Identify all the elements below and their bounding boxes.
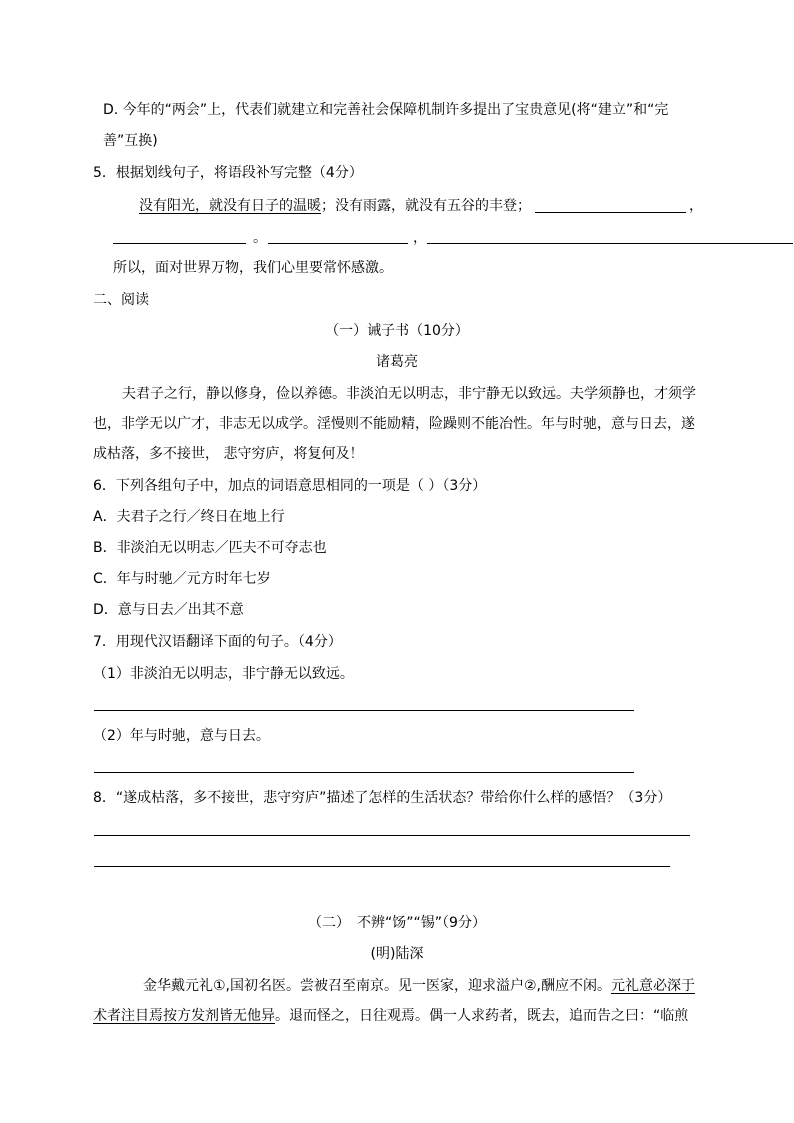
q8-title: 8．“遂成枯落，多不接世，悲守穷庐”描述了怎样的生活状态？带给你什么样的感悟？（3分） bbox=[93, 790, 672, 806]
passage-2-line-1 bbox=[143, 976, 695, 996]
q6-option-a: A．夫君子之行／终日在地上行 bbox=[93, 509, 285, 525]
answer-blank-4[interactable] bbox=[427, 243, 793, 244]
passage-2-line-2 bbox=[93, 1006, 688, 1026]
option-d-line-2: 善”互换) bbox=[103, 133, 158, 149]
q8-answer-line-1[interactable] bbox=[94, 835, 690, 836]
passage-2-underlined-start: 元礼意必深于 bbox=[611, 978, 696, 994]
q7-answer-line-2[interactable] bbox=[94, 772, 634, 773]
q7-sub-2: （2）年与时驰，意与日去。 bbox=[93, 728, 270, 744]
passage-2-title: （二） 不辨“饧”“锡”（9分） bbox=[308, 915, 486, 931]
section-reading-heading: 二、阅读 bbox=[93, 292, 149, 308]
q5-ending: 所以，面对世界万物，我们心里要常怀感激。 bbox=[113, 260, 393, 276]
passage-1-line-1: 夫君子之行，静以修身，俭以养德。非淡泊无以明志，非宁静无以致远。夫学须静也，才须学 bbox=[122, 386, 696, 402]
passage-2-underlined-end: 术者注目焉按方发剂皆无他异 bbox=[93, 1008, 275, 1024]
q5-line-1 bbox=[139, 196, 531, 216]
q5-sentence-rest: ；没有雨露，就没有五谷的丰登； bbox=[321, 198, 531, 214]
q6-option-c: C．年与时驰／元方时年七岁 bbox=[93, 571, 271, 587]
answer-blank-3[interactable] bbox=[268, 243, 408, 244]
passage-1-line-2: 也，非学无以广才，非志无以成学。淫慢则不能励精，险躁则不能冶性。年与时驰，意与日去，遂 bbox=[93, 416, 695, 432]
q5-title: 5．根据划线句子，将语段补写完整（4分） bbox=[93, 165, 363, 181]
passage-2-author: (明)陆深 bbox=[370, 946, 424, 962]
q6-title: 6．下列各组句子中，加点的词语意思相同的一项是（ ）（3分） bbox=[93, 478, 487, 494]
q7-sub-1: （1）非淡泊无以明志，非宁静无以致远。 bbox=[93, 666, 354, 682]
passage-2-line-2-text: 。退而怪之，日往观焉。偶一人求药者，既去，追而告之曰：“临煎 bbox=[275, 1008, 689, 1024]
passage-2-line-1-text: 金华戴元礼①,国初名医。尝被召至南京。见一医家，迎求溢户②,酬应不闲。 bbox=[143, 978, 612, 994]
q6-option-d: D．意与日去／出其不意 bbox=[93, 602, 244, 618]
q6-option-b: B．非淡泊无以明志／匹夫不可夺志也 bbox=[93, 540, 327, 556]
q5-period: 。 bbox=[253, 230, 267, 246]
option-d-text: D. 今年的“两会”上，代表们就建立和完善社会保障机制许多提出了宝贵意见(将“建立”和“完 bbox=[103, 102, 669, 118]
answer-blank-1[interactable] bbox=[535, 212, 686, 213]
q8-answer-line-2[interactable] bbox=[94, 866, 670, 867]
passage-1-line-3: 成枯落，多不接世， 悲守穷庐，将复何及！ bbox=[93, 446, 364, 462]
answer-blank-2[interactable] bbox=[113, 243, 246, 244]
q5-comma-1: ， bbox=[689, 198, 703, 214]
q5-comma-2: ， bbox=[413, 230, 427, 246]
q7-title: 7．用现代汉语翻译下面的句子。（4分） bbox=[93, 634, 342, 650]
passage-1-author: 诸葛亮 bbox=[376, 354, 418, 370]
q7-answer-line-1[interactable] bbox=[94, 710, 634, 711]
passage-1-title: （一）诫子书（10分） bbox=[325, 323, 469, 339]
option-d-line-1 bbox=[103, 100, 668, 120]
q5-underlined-sentence: 没有阳光，就没有日子的温暖 bbox=[139, 198, 321, 214]
